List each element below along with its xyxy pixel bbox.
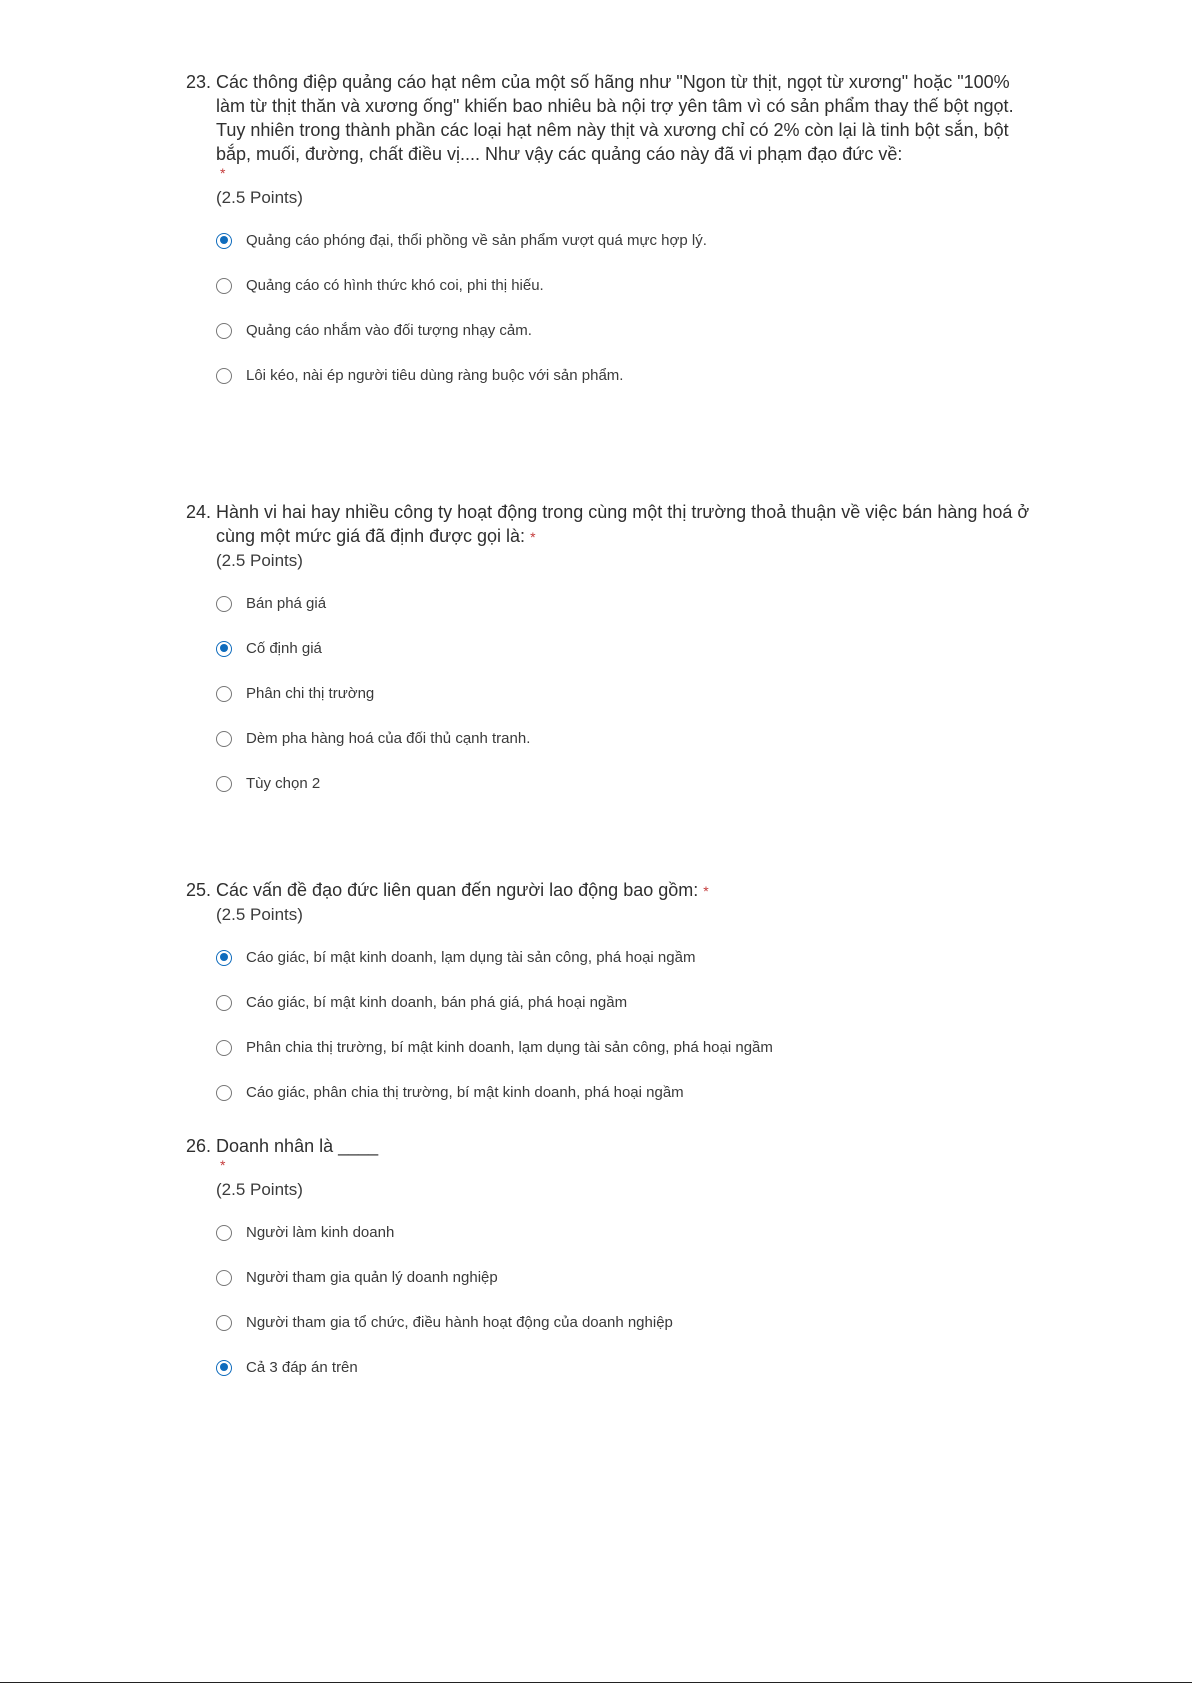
question-points: (2.5 Points): [216, 1180, 303, 1199]
option-q24-5[interactable]: [216, 761, 1036, 806]
question-24: [186, 500, 1036, 806]
option-label: Quảng cáo phóng đại, thổi phồng về sản phẩm vượt quá mực hợp lý.: [246, 232, 707, 249]
required-mark: *: [530, 529, 536, 545]
option-label: Lôi kéo, nài ép người tiêu dùng ràng buộc với sản phẩm.: [246, 367, 624, 384]
required-mark: *: [703, 883, 709, 899]
option-label: Quảng cáo nhắm vào đối tượng nhạy cảm.: [246, 322, 532, 339]
radio-button[interactable]: [216, 950, 232, 966]
option-label: Cáo giác, bí mật kinh doanh, lạm dụng tài sản công, phá hoại ngầm: [246, 949, 696, 966]
option-label: Cố định giá: [246, 640, 322, 657]
radio-button[interactable]: [216, 731, 232, 747]
question-number: 24.: [186, 502, 212, 522]
question-text: Hành vi hai hay nhiều công ty hoạt động trong cùng một thị trường thoả thuận về việc bán hàng hoá ở cùng một mức giá đã định được gọi là:: [216, 502, 1030, 546]
question-26: [186, 1134, 1036, 1390]
option-label: Cáo giác, phân chia thị trường, bí mật kinh doanh, phá hoại ngầm: [246, 1084, 684, 1101]
options-list: [216, 1210, 1036, 1390]
question-text: Các thông điệp quảng cáo hạt nêm của một số hãng như "Ngon từ thịt, ngọt từ xương" hoặc "100% làm từ thịt thăn và xương ống" khiến bao nhiêu bà nội trợ yên tâm vì có sản phẩm thay thế bột ngọt. Tuy nhiên trong thành phần các loại hạt nêm này thịt và xương chỉ có 2% còn lại là tinh bột sắn, bột bắp, muối, đường, chất điều vị.... Như vậy các quảng cáo này đã vi phạm đạo đức về:: [216, 72, 1014, 164]
question-header: [186, 878, 1036, 903]
question-number: 25.: [186, 880, 212, 900]
option-label: Người tham gia tổ chức, điều hành hoạt động của doanh nghiệp: [246, 1314, 673, 1331]
required-mark: *: [220, 165, 226, 181]
option-label: Dèm pha hàng hoá của đối thủ cạnh tranh.: [246, 730, 531, 747]
option-label: Bán phá giá: [246, 595, 327, 612]
question-text-wrap: [216, 878, 1036, 903]
radio-button[interactable]: [216, 776, 232, 792]
option-q23-1[interactable]: [216, 218, 1036, 263]
option-label: Phân chi thị trường: [246, 685, 375, 702]
radio-button[interactable]: [216, 995, 232, 1011]
radio-button[interactable]: [216, 1315, 232, 1331]
question-points: (2.5 Points): [216, 905, 303, 924]
radio-button[interactable]: [216, 368, 232, 384]
option-q25-4[interactable]: [216, 1070, 1036, 1115]
radio-button[interactable]: [216, 278, 232, 294]
options-list: [216, 581, 1036, 806]
option-q23-2[interactable]: [216, 263, 1036, 308]
option-q25-3[interactable]: [216, 1025, 1036, 1070]
option-q26-4[interactable]: [216, 1345, 1036, 1390]
option-label: Người tham gia quản lý doanh nghiệp: [246, 1269, 498, 1286]
option-q26-2[interactable]: [216, 1255, 1036, 1300]
radio-button[interactable]: [216, 1040, 232, 1056]
question-text: Doanh nhân là ____: [216, 1136, 379, 1156]
option-label: Cả 3 đáp án trên: [246, 1359, 358, 1376]
option-q26-1[interactable]: [216, 1210, 1036, 1255]
radio-button[interactable]: [216, 641, 232, 657]
question-header: [186, 500, 1036, 549]
question-23: [186, 70, 1036, 398]
radio-button[interactable]: [216, 686, 232, 702]
option-label: Cáo giác, bí mật kinh doanh, bán phá giá, phá hoại ngầm: [246, 994, 628, 1011]
option-q25-2[interactable]: [216, 980, 1036, 1025]
options-list: [216, 218, 1036, 398]
option-q24-1[interactable]: [216, 581, 1036, 626]
required-mark: *: [220, 1157, 226, 1173]
option-q23-3[interactable]: [216, 308, 1036, 353]
option-q23-4[interactable]: [216, 353, 1036, 398]
option-q26-3[interactable]: [216, 1300, 1036, 1345]
option-label: Tùy chọn 2: [246, 775, 321, 792]
radio-button[interactable]: [216, 323, 232, 339]
question-number: 26.: [186, 1136, 212, 1156]
question-text: Các vấn đề đạo đức liên quan đến người lao động bao gồm:: [216, 880, 699, 900]
question-25: [186, 878, 1036, 1115]
question-text-wrap: [216, 500, 1036, 549]
radio-button[interactable]: [216, 1085, 232, 1101]
question-points: (2.5 Points): [216, 551, 303, 570]
option-q24-3[interactable]: [216, 671, 1036, 716]
radio-button[interactable]: [216, 1360, 232, 1376]
radio-button[interactable]: [216, 1225, 232, 1241]
option-label: Người làm kinh doanh: [246, 1224, 395, 1241]
question-header: [186, 1134, 1036, 1158]
page-bottom-divider: [0, 1682, 1192, 1683]
option-label: Quảng cáo có hình thức khó coi, phi thị hiếu.: [246, 277, 544, 294]
option-label: Phân chia thị trường, bí mật kinh doanh, lạm dụng tài sản công, phá hoại ngầm: [246, 1039, 773, 1056]
option-q25-1[interactable]: [216, 935, 1036, 980]
options-list: [216, 935, 1036, 1115]
radio-button[interactable]: [216, 1270, 232, 1286]
radio-button[interactable]: [216, 233, 232, 249]
question-number: 23.: [186, 72, 212, 92]
question-points: (2.5 Points): [216, 188, 303, 207]
option-q24-4[interactable]: [216, 716, 1036, 761]
question-header: [186, 70, 1036, 166]
radio-button[interactable]: [216, 596, 232, 612]
option-q24-2[interactable]: [216, 626, 1036, 671]
